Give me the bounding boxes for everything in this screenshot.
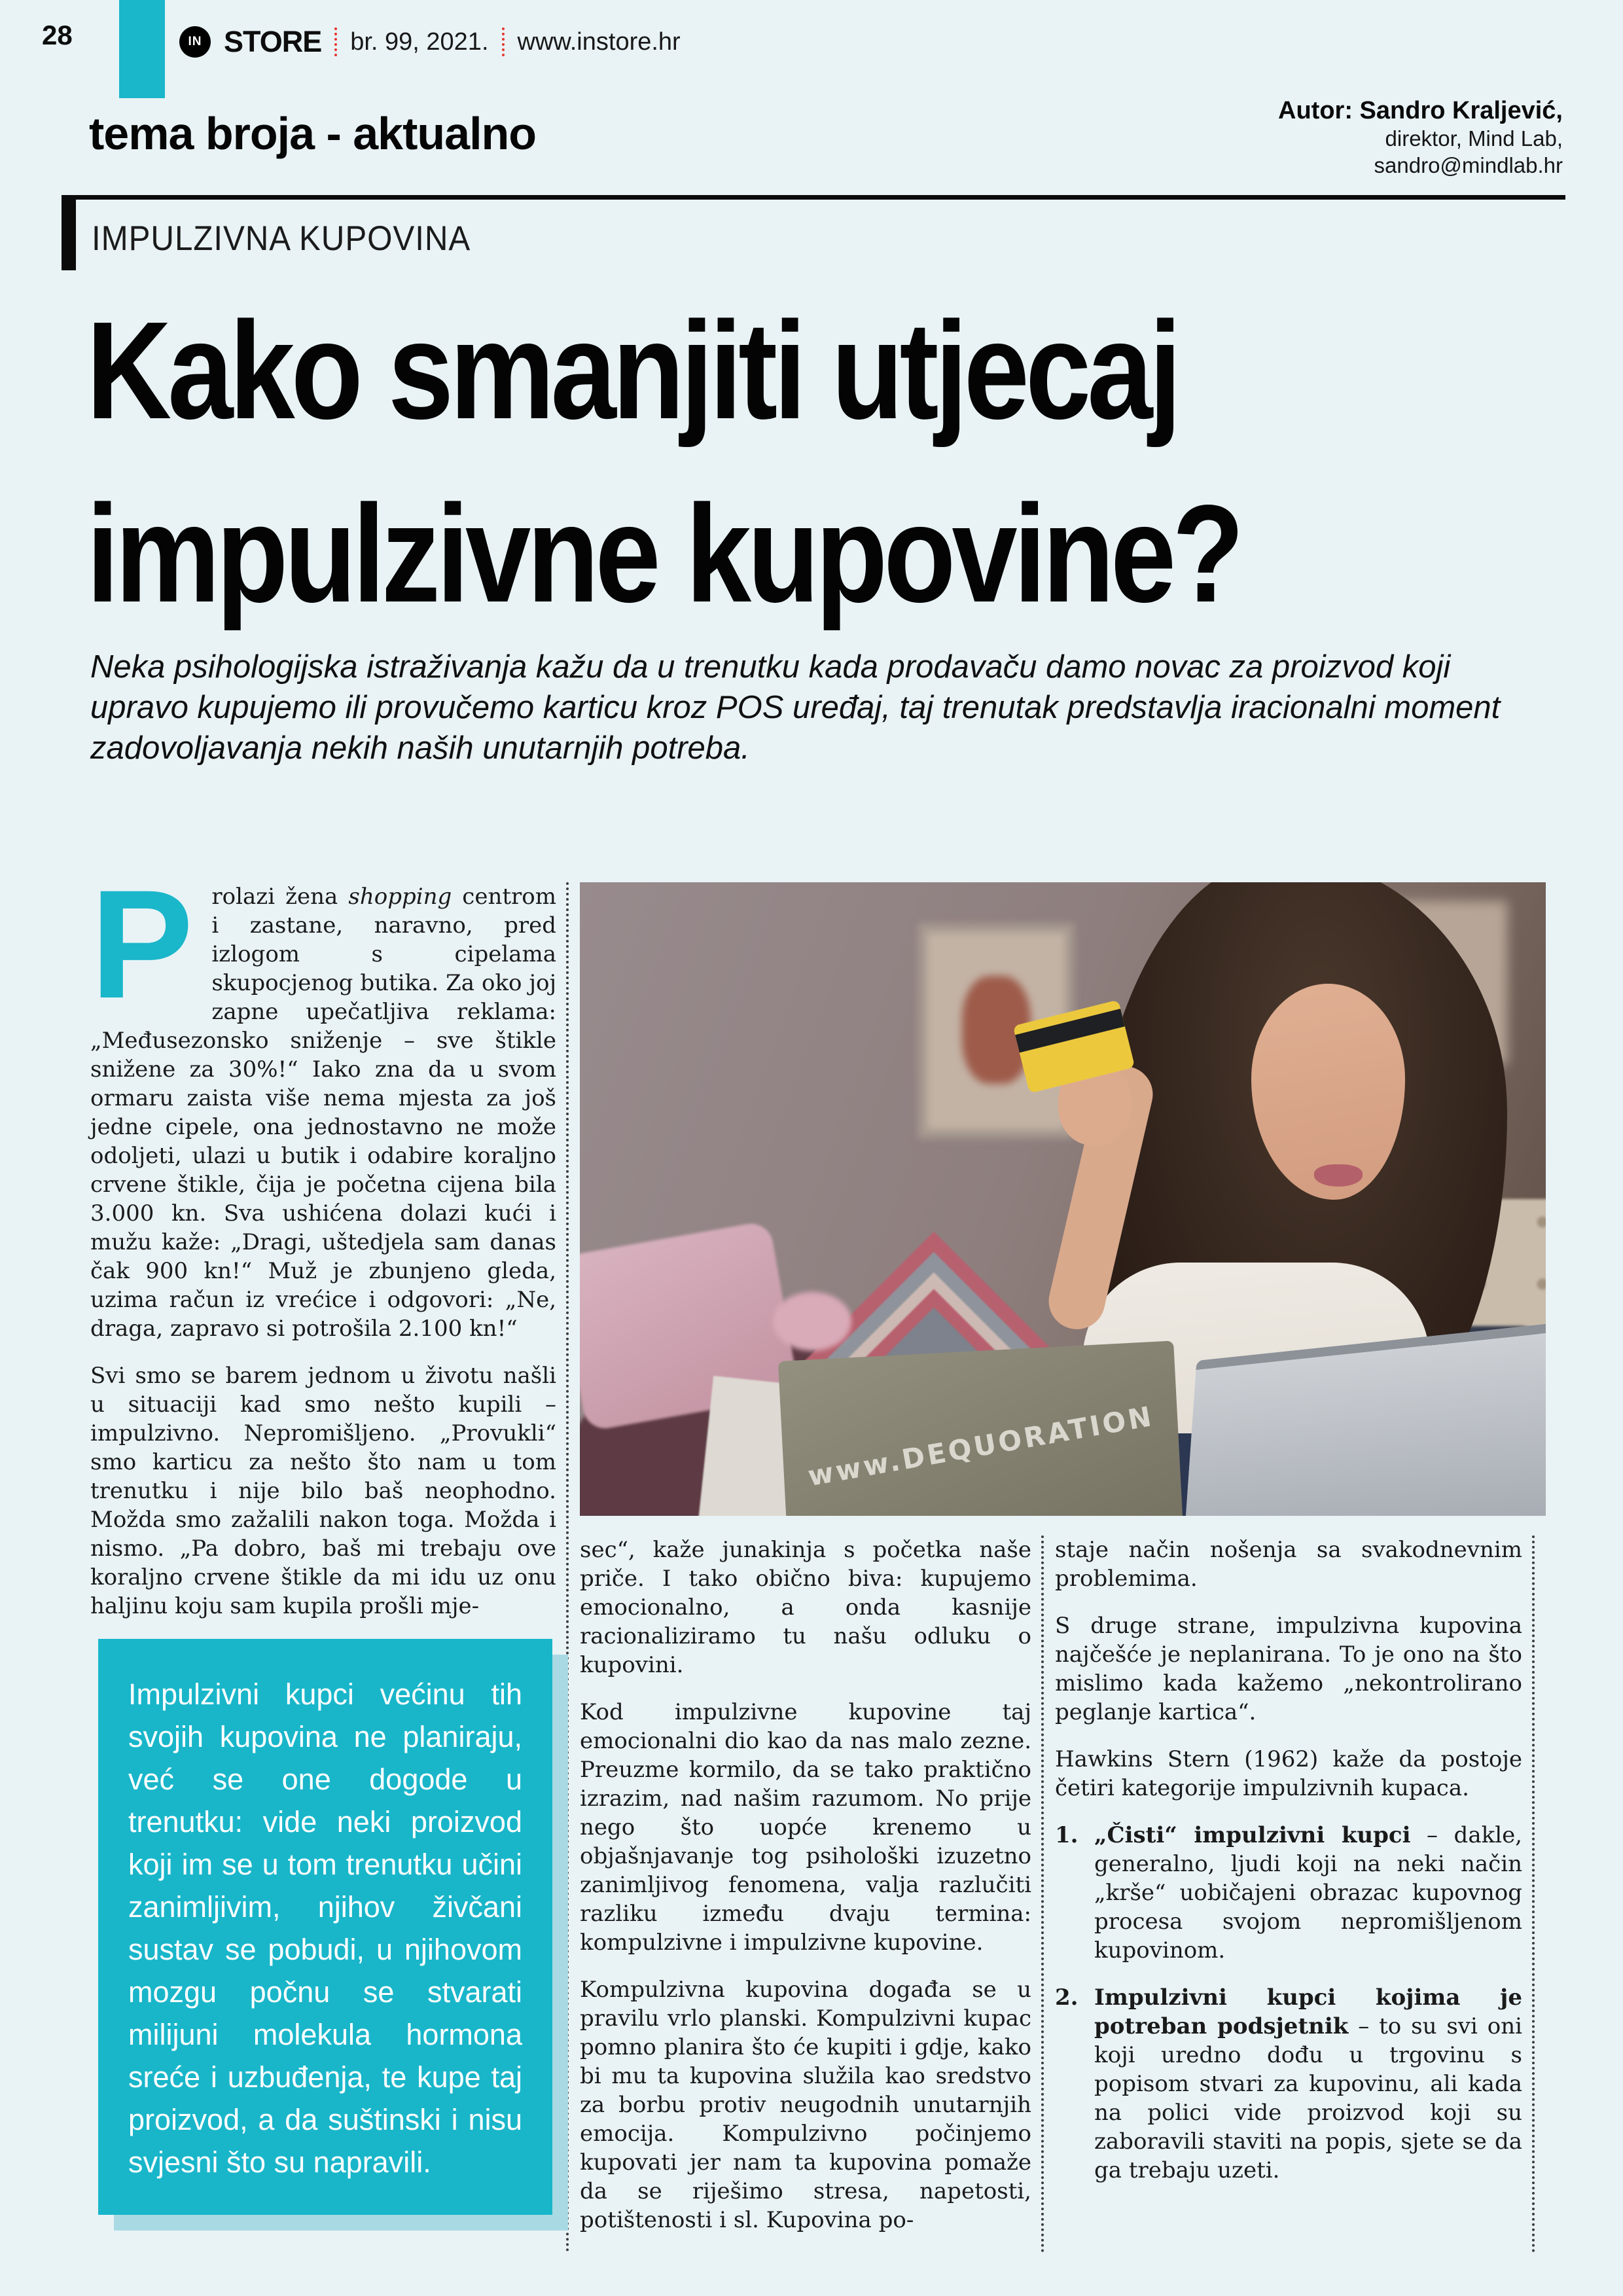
list-item-text: – dakle, generalno, ljudi koji na neki način „krše“ uobičajeni obrazac kupovnog procesa svojom nepromišljenom kupovinom. [1094,1822,1522,1964]
page-number: 28 [42,20,73,50]
list-item-text: – to su svi oni koji uredno dođu u trgovinu s popisom stvari za kupovinu, ali kada na polici vide proizvod koji su zaboravili staviti na popis, sjete se da ga trebaju uzeti. [1094,2013,1522,2183]
author-role: direktor, Mind Lab, [1385,126,1563,151]
paragraph: staje način nošenja sa svakodnevnim problemima. [1055,1537,1522,1592]
woman-lips [1314,1164,1363,1187]
photo-and-columns [580,882,1546,2253]
red-dotted-separator [502,27,505,56]
website-url: www.instore.hr [517,27,681,56]
instore-logo-icon: IN [179,26,211,58]
brand-color-bar [119,0,165,98]
shopping-bag-label: www.DEQUORATION [805,1399,1156,1493]
author-name: Autor: Sandro Kraljević, [1278,97,1563,124]
article-kicker: IMPULZIVNA KUPOVINA [92,219,471,258]
author-block [1278,96,1563,179]
list-number: 1. [1055,1822,1079,1848]
shopping-bag [778,1341,1184,1516]
magazine-logo-row [179,25,681,59]
author-email: sandro@mindlab.hr [1374,152,1563,177]
right-margin-dotted-rule [1532,1535,1535,2253]
article-headline [86,279,1240,645]
lower-columns [580,1535,1546,2253]
issue-number: br. 99, 2021. [350,27,489,56]
column-divider-dotted [1041,1535,1044,2253]
header-rule [62,195,1565,200]
body-text: rolazi žena [211,884,349,910]
headline-line-2: impulzivne kupovine? [86,476,1241,631]
body-text: centrom i zastane, naravno, pred izlogom s cipelama skupocjenog butika. Za oko joj zapne upečatljiva reklama: „Međusezonsko sniženje – sve štikle snižene za 30%!“ Iako zna da u svom ormaru zaista više nema mjesta za još jedne cipele, ona jednostavno ne može odoljeti, ulazi u butik i odabire koraljno crvene štikle, čija je početna cijena bila 3.000 kn. Sva ushićena dolazi kući i mužu kaže: „Dragi, uštedjela sam danas čak 900 kn!“ Muž je zbunjeno gleda, uzima račun iz vrećice i odgovori: „Ne, draga, zapravo si potrošila 2.100 kn!“ [90,884,556,1342]
article-lead: Neka psihologijska istraživanja kažu da u trenutku kada prodavaču damo novac za proizvod koji upravo kupujemo ili provučemo karticu kroz POS uređaj, taj trenutak predstavlja iracionalni moment zadovoljavanja nekih naših unutarnjih potreba. [90,649,1501,766]
paragraph: Kod impulzivne kupovine taj emocionalni dio kao da nas malo zezne. Preuzme kormilo, da se tako praktično izrazim, nad našim razumom. No prije nego što uopće krenemo u objašnjavanje tog psihološki izuzetno zanimljivog fenomena, valja razlučiti razliku između dvaju termina: kompulzivne i impulzivne kupovine. [580,1699,1031,1956]
callout-box: Impulzivni kupci većinu tih svojih kupovina ne planiraju, već se one dogode u trenutku: vide neki proizvod koji im se u tom trenutku učini zanimljivim, njihov živčani sustav se pobudi, u njihovom mozgu počnu se stvarati milijuni molekula hormona sreće i uzbuđenja, te kupe taj proizvod, a da suštinski i nisu svjesni što su napravili. [98,1639,552,2215]
article-body [90,858,1546,2253]
drop-cap: P [90,858,194,1031]
pink-tissue-paper [773,1292,851,1351]
body-text-italic: shopping [348,884,452,910]
red-dotted-separator [334,27,337,56]
section-title: tema broja - aktualno [89,108,537,159]
column-divider-dotted [566,882,569,2253]
paragraph: S druge strane, impulzivna kupovina najčešće je neplanirana. To je ono na što mislimo kada kažemo „nekontrolirano peglanje kartica“. [1055,1613,1522,1725]
column-1 [90,858,556,2253]
paragraph: Kompulzivna kupovina događa se u pravilu vrlo planski. Kompulzivni kupac pomno planira što će kupiti i gdje, kako bi mu ta kupovina služila kao sredstvo za borbu protiv neugodnih unutarnjih emocija. Kompulzivno počinjemo kupovati jer nam ta kupovina pomaže da se riješimo stresa, napetosti, potištenosti i sl. Kupovina po- [580,1977,1031,2233]
paragraph: Hawkins Stern (1962) kaže da postoje četiri kategorije impulzivnih kupaca. [1055,1746,1522,1801]
column-2 [580,1535,1031,2253]
article-photo [580,882,1546,1516]
headline-line-1: Kako smanjiti utjecaj [86,293,1178,448]
paragraph: sec“, kaže junakinja s početka naše priče. I tako obično biva: kupujemo emocionalno, a onda kasnije racionaliziramo tu našu odluku o kupovini. [580,1537,1031,1678]
paragraph: Svi smo se barem jednom u životu našli u situaciji kad smo nešto kupili – impulzivno. Nepromišljeno. „Provukli“ smo karticu za nešto što nam u tom trenutku i nije bilo baš neophodno. Možda smo zažalili nakon toga. Možda i nismo. „Pa dobro, baš mi trebaju ove koraljno crvene štikle da mi idu uz onu haljinu koju sam kupila prošli mje- [90,1363,556,1619]
list-item [1055,1983,1522,2185]
paragraph [90,858,556,1343]
column-3 [1055,1535,1522,2253]
kicker-bar [62,200,76,270]
list-item-bold: „Čisti“ impulzivni kupci [1094,1822,1411,1848]
list-item [1055,1821,1522,1965]
list-number: 2. [1055,1984,1079,2011]
instore-logo-wordmark: STORE [224,25,322,58]
list-item-bold: Impulzivni kupci kojima je potreban podsjetnik [1094,1984,1522,2039]
